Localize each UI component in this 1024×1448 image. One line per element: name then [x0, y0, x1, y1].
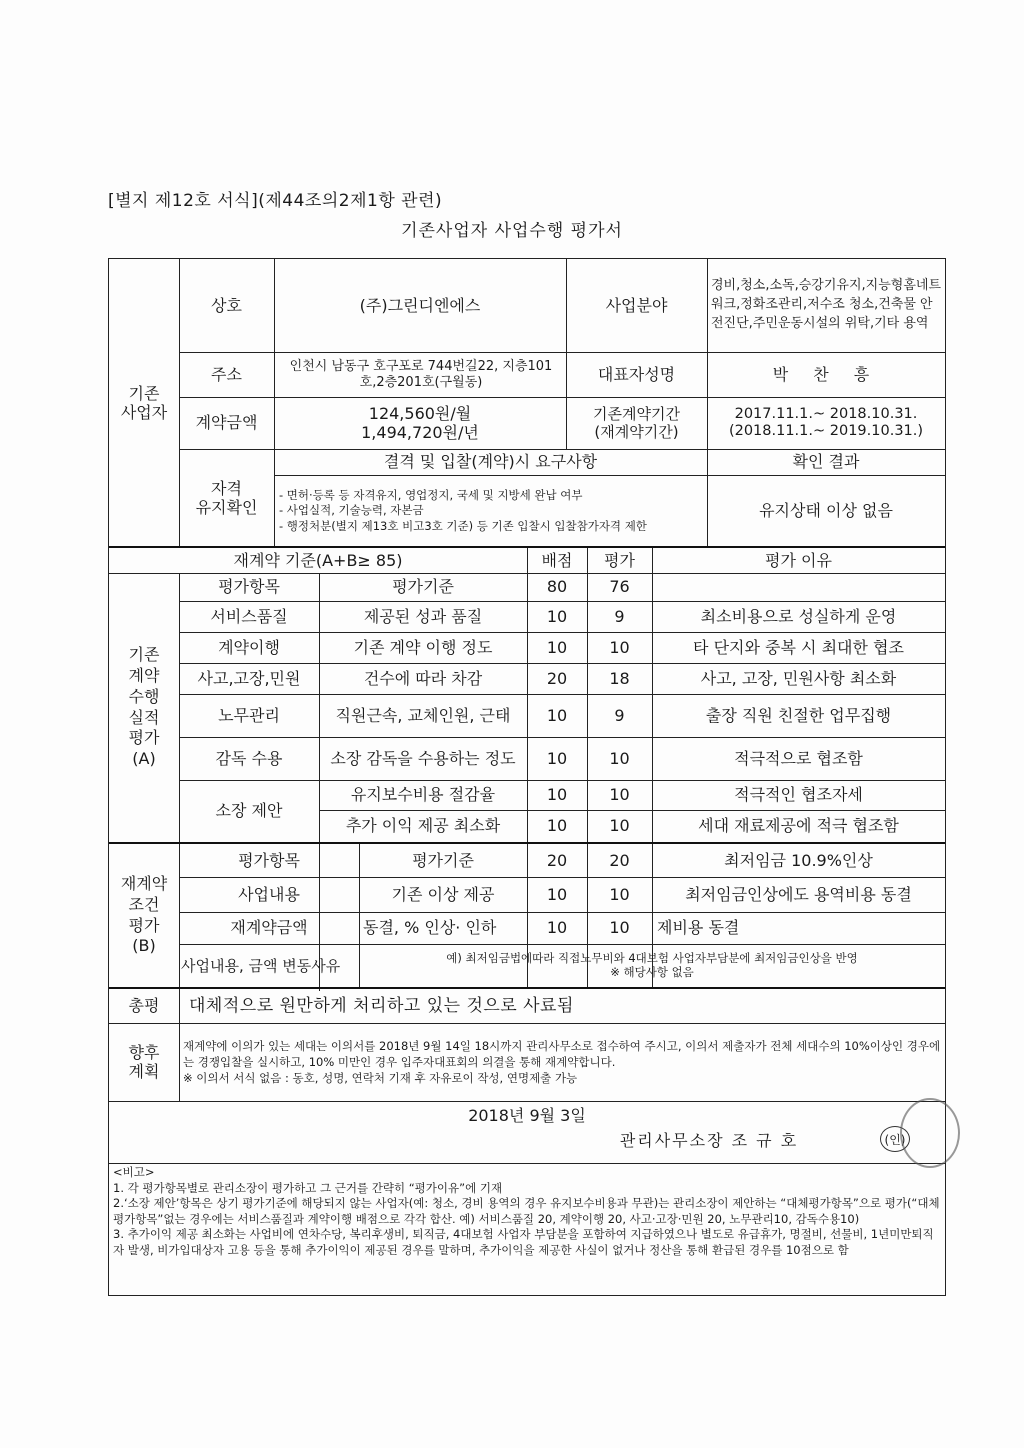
period-value: 2017.11.1.~ 2018.10.31. (2018.11.1.~ 2019.10.31.): [728, 405, 924, 439]
section-b-total-eval: 20: [609, 850, 630, 870]
section-a-total-score: 80: [546, 577, 568, 597]
section-b-head-criteria: 평가기준: [412, 850, 474, 870]
remarks-item: 2.‘소장 제안’항목은 상기 평가기준에 해당되지 않는 사업자(예: 청소, 경비 용역의 경우 유지보수비용과 무관)는 관리소장이 제안하는 “대체평가항목”으로 평가(“대체평가항목”없는 경우에는 서비스품질과 계약이행 배점으로 각각 합산. 예) 서비스품질 20, 계약이행 20, 사고·고장·민원 20, 노무관리10, 감독수용10): [113, 1196, 940, 1226]
row-eval: 10: [609, 816, 630, 836]
period-label: 기존계약기간 (재계약기간): [593, 405, 680, 441]
row-reason: 적극적인 협조자세: [734, 785, 863, 805]
row-item: 감독 수용: [215, 748, 283, 768]
row-item: 재계약금액: [230, 918, 308, 938]
field-value: 경비,청소,소독,승강기유지,지능형홈네트워크,정화조관리,저수조 청소,건축물 안전진단,주민운동시설의 위탁,기타 용역: [711, 278, 942, 331]
name-label: 상호: [211, 295, 242, 315]
form-header: [별지 제12호 서식](제44조의2제1항 관련): [108, 191, 443, 211]
row-criteria: 기존 계약 이행 정도: [353, 637, 493, 657]
row-criteria: 유지보수비용 절감율: [350, 785, 496, 805]
row-score: 10: [546, 785, 568, 805]
row-criteria: 기존 이상 제공: [391, 884, 495, 904]
amount-year: 1,494,720원/년: [361, 423, 479, 442]
row-eval: 10: [609, 637, 630, 657]
amount-label: 계약금액: [195, 413, 258, 433]
remarks-item: 1. 각 평가항목별로 관리소장이 평가하고 그 근거를 간략히 “평가이유”에 기재: [113, 1180, 503, 1195]
row-eval: 10: [609, 884, 630, 904]
amount-month: 124,560원/월: [368, 403, 472, 423]
row-reason: 세대 재료제공에 적극 협조함: [698, 816, 899, 836]
row-eval: 10: [609, 748, 630, 768]
change-reason-label: 사업내용, 금액 변동사유: [181, 956, 341, 975]
row-item: 사업내용: [238, 884, 300, 904]
section-a-total-eval: 76: [609, 577, 630, 597]
qualification-label: 자격 유지확인: [195, 478, 258, 517]
row-eval: 9: [614, 606, 625, 626]
row-score: 10: [546, 748, 568, 768]
summary-label: 총평: [128, 996, 160, 1016]
row-item: 사고,고장,민원: [197, 668, 301, 688]
sign-office: 관리사무소장 조 규 호: [619, 1131, 799, 1151]
summary-text: 대체적으로 원만하게 처리하고 있는 것으로 사료됨: [189, 995, 574, 1016]
form-title: 기존사업자 사업수행 평가서: [401, 221, 623, 241]
qualification-requirements-header: 결격 및 입찰(계약)시 요구사항: [383, 452, 598, 472]
recontract-criteria: 재계약 기준(A+B≥ 85): [233, 550, 403, 570]
representative-value: 박 찬 흥: [772, 364, 880, 384]
column-evaluation: 평가: [604, 550, 635, 570]
row-criteria: 소장 감독을 수용하는 정도: [330, 748, 516, 768]
address-value: 인천시 남동구 호구포로 744번길22, 지층101호,2층201호(구월동): [289, 358, 553, 390]
row-item: 서비스품질: [210, 606, 288, 626]
field-label: 사업분야: [605, 295, 668, 315]
section-b-total-score: 20: [546, 850, 568, 870]
sign-date: 2018년 9월 3일: [468, 1106, 586, 1126]
row-score: 10: [546, 606, 568, 626]
row-criteria: 건수에 따라 차감: [363, 668, 483, 688]
row-criteria: 동결, % 인상· 인하: [363, 918, 497, 938]
section-a-label: 기존 계약 수행 실적 평가 (A): [128, 645, 160, 769]
row-score: 10: [546, 884, 568, 904]
change-reason-note: ※ 해당사항 없음: [610, 964, 694, 979]
row-reason: 타 단지와 중복 시 최대한 협조: [693, 637, 904, 657]
row-reason: 사고, 고장, 민원사항 최소화: [700, 668, 897, 688]
row-reason: 적극적으로 협조함: [734, 748, 863, 768]
name-value: (주)그린디엔에스: [359, 295, 481, 315]
qualification-result-header: 확인 결과: [792, 452, 860, 472]
row-eval: 18: [609, 668, 630, 688]
seal-mark: (인): [880, 1126, 910, 1152]
row-score: 20: [546, 668, 568, 688]
plan-label: 향후 계획: [128, 1042, 160, 1081]
row-reason: 출장 직원 친절한 업무집행: [705, 705, 892, 725]
row-eval: 10: [609, 785, 630, 805]
address-label: 주소: [211, 364, 242, 384]
section-a-head-criteria: 평가기준: [392, 577, 454, 597]
qualification-result: 유지상태 이상 없음: [759, 501, 893, 521]
section-b-label: 재계약 조건 평가 (B): [120, 873, 168, 956]
representative-label: 대표자성명: [597, 364, 676, 384]
row-item: 노무관리: [218, 705, 280, 725]
row-eval: 9: [614, 705, 625, 725]
remarks-item: 3. 추가이익 제공 최소화는 사업비에 연차수당, 복리후생비, 퇴직금, 4대보험 사업자 부담분을 포함하여 지급하였으나 별도로 유급휴가, 명절비, 선물비, 1년미만퇴직자 발생, 비가입대상자 고용 등을 통해 추가이익이 제공된 경우를 말하며, 추가이익을 제공한 사실이 없거나 정산을 통해 환급된 경우를 10점으로 함: [113, 1227, 934, 1257]
row-reason: 최소비용으로 성실하게 운영: [700, 606, 897, 626]
row-reason: 최저임금인상에도 용역비용 동결: [685, 884, 912, 904]
remarks-title: <비고>: [113, 1165, 155, 1179]
plan-note: ※ 이의서 서식 없음 : 동호, 성명, 연락처 기재 후 자유로이 작성, 연명제출 가능: [183, 1071, 578, 1086]
row-score: 10: [546, 918, 568, 938]
row-reason: 제비용 동결: [657, 918, 740, 938]
row-score: 10: [546, 637, 568, 657]
row-score: 10: [546, 705, 568, 725]
plan-text: 재계약에 이의가 있는 세대는 이의서를 2018년 9월 14일 18시까지 관리사무소로 접수하여 주시고, 이의서 제출자가 전체 세대수의 10%이상인 경우에는 경쟁입찰을 실시하고, 10% 미만인 경우 입주자대표회의 의결을 통해 재계약합니다.: [183, 1038, 941, 1069]
section-b-head-reason: 최저임금 10.9%인상: [724, 850, 873, 870]
qualification-items: - 면허·등록 등 자격유지, 영업정지, 국세 및 지방세 완납 여부 - 사업실적, 기술능력, 자본금 - 행정처분(별지 제13호 비고3호 기준) 등 기존 입찰시 입찰참가자격 제한: [279, 487, 647, 533]
column-score: 배점: [541, 550, 573, 570]
official-stamp: [900, 1098, 960, 1168]
proposal-item: 소장 제안: [215, 801, 283, 821]
row-criteria: 제공된 성과 품질: [363, 606, 483, 626]
column-reason: 평가 이유: [765, 550, 832, 570]
section-b-head-item: 평가항목: [238, 850, 300, 870]
row-score: 10: [546, 816, 568, 836]
existing-section-label: 기존 사업자: [120, 383, 168, 422]
change-reason-text: 예) 최저임금법에따라 직접노무비와 4대보험 사업자부담분에 최저임금인상을 반영: [446, 950, 858, 965]
row-criteria: 직원근속, 교체인원, 근태: [335, 705, 511, 725]
evaluation-table: [108, 258, 946, 1296]
section-a-head-item: 평가항목: [218, 577, 280, 597]
row-eval: 10: [609, 918, 630, 938]
row-criteria: 추가 이익 제공 최소화: [345, 816, 501, 836]
row-item: 계약이행: [218, 637, 280, 657]
